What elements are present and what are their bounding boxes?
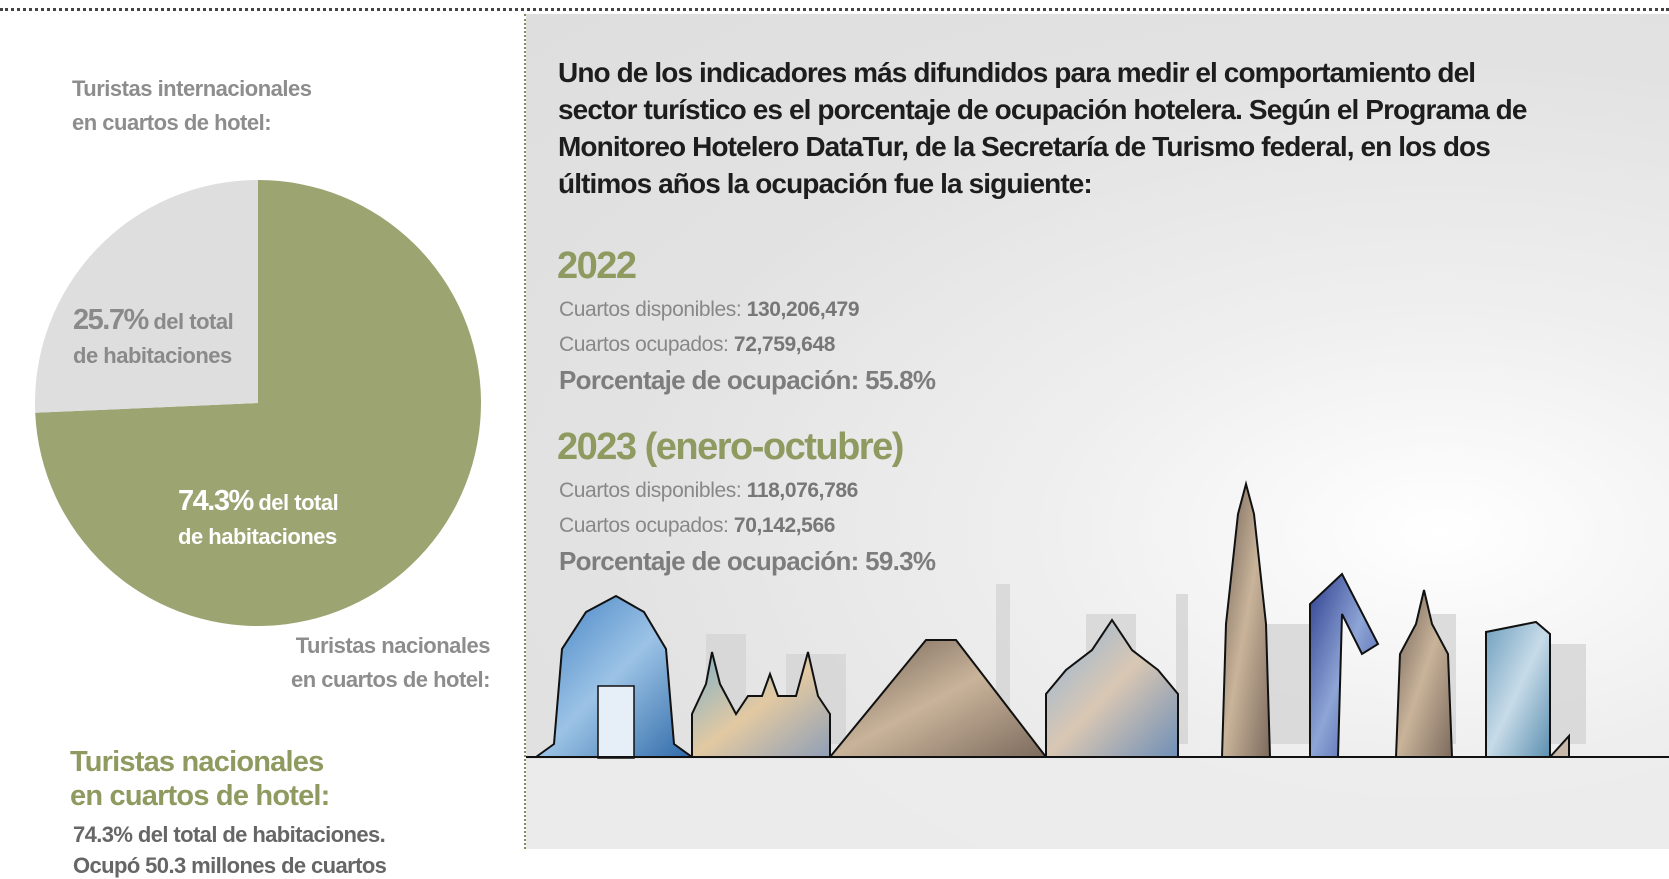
pie-rest-national-1: del total	[258, 490, 339, 515]
pie-chart	[0, 14, 524, 849]
year-2022-title: 2022	[557, 245, 636, 287]
pie-pct-international: 25.7%	[73, 304, 148, 336]
pie-pct-national: 74.3%	[178, 485, 253, 517]
intro-paragraph: Uno de los indicadores más difundidos para medir el comportamiento del sector turístico es el porcentaje de ocupación hotelera. Según el Programa de Monitoreo Hotelero DataTur, de la Secretaría de Turismo federal, en los dos últimos años la ocupación fue la siguiente:	[558, 57, 1527, 199]
cdmx-skyline-illustration	[526, 474, 1669, 849]
pie-panel	[0, 14, 524, 878]
international-label: Turistas internacionales en cuartos de hotel:	[72, 76, 312, 135]
year-2022-occupied-value: 72,759,648	[733, 333, 836, 356]
national-block-desc2: Ocupó 50.3 millones de cuartos	[73, 853, 387, 878]
national-block-title	[70, 745, 330, 813]
year-2023-percentage: Porcentaje de ocupación: 59.3%	[559, 546, 936, 576]
pie-rest-national-2: de habitaciones	[178, 524, 337, 549]
pie-rest-international-1: del total	[153, 309, 234, 334]
year-2022-occupied-label: Cuartos ocupados:	[559, 333, 729, 356]
year-2022-available	[559, 298, 859, 322]
year-2022-percentage: Porcentaje de ocupación: 55.8%	[559, 365, 936, 395]
year-2022-available-label: Cuartos disponibles:	[559, 298, 742, 321]
national-label: Turistas nacionales en cuartos de hotel:	[290, 633, 490, 692]
year-2023-title: 2023 (enero-octubre)	[557, 426, 903, 468]
national-block-desc: 74.3% del total de habitaciones.	[73, 822, 386, 847]
year-2023-available-label: Cuartos disponibles:	[559, 479, 742, 502]
year-2022-occupied	[559, 333, 835, 357]
year-2022-available-value: 130,206,479	[746, 298, 860, 321]
occupancy-panel	[526, 14, 1669, 849]
top-dotted-rule	[0, 8, 1669, 11]
year-2023-occupied-value: 70,142,566	[733, 514, 836, 537]
pie-label-national	[178, 484, 338, 554]
pie-slice-international	[35, 180, 258, 413]
pie-label-international	[73, 303, 233, 373]
national-block-title-1: Turistas nacionales	[70, 746, 324, 778]
national-block-title-2: en cuartos de hotel:	[70, 780, 330, 812]
pie-rest-international-2: de habitaciones	[73, 343, 232, 368]
year-2023-available-value: 118,076,786	[746, 479, 858, 502]
year-2023-occupied-label: Cuartos ocupados:	[559, 514, 729, 537]
